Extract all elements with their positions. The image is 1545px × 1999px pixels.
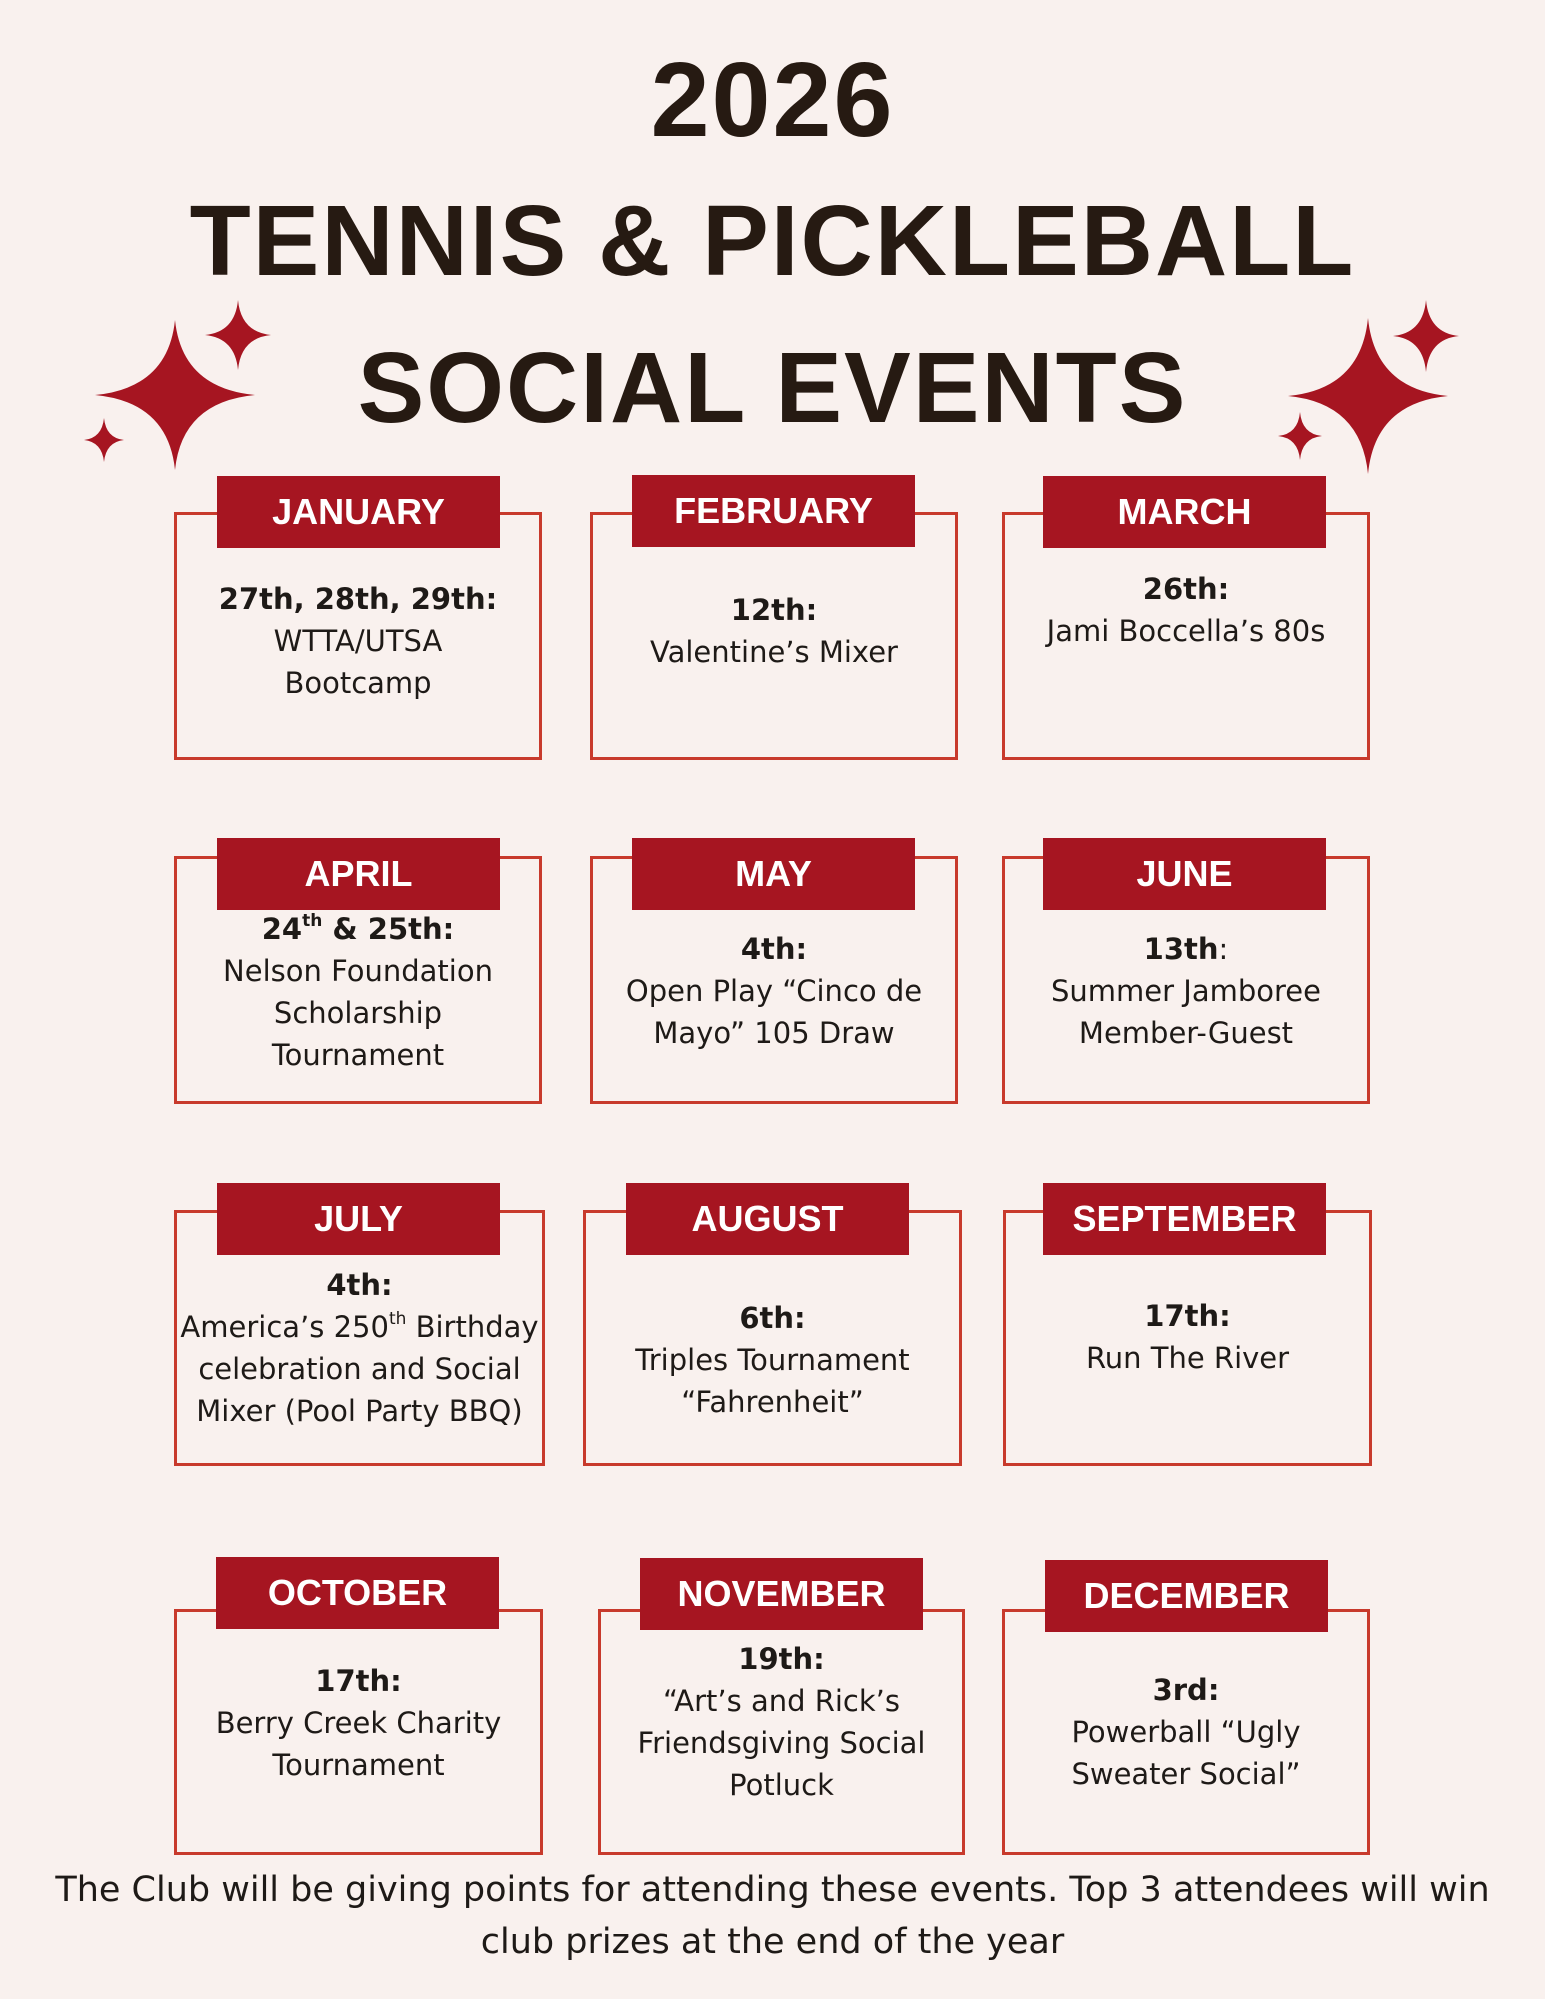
footer-note: The Club will be giving points for attending these events. Top 3 attendees will win club prizes at the end of the year bbox=[55, 1870, 1490, 1962]
event-line: Nelson Foundation bbox=[223, 954, 493, 988]
event-date: 12th: bbox=[730, 593, 818, 627]
title-line-2: TENNIS & PICKLEBALL bbox=[189, 185, 1356, 297]
month-label-may: MAY bbox=[632, 838, 915, 910]
event-july bbox=[172, 1264, 547, 1432]
date-superscript: th bbox=[302, 911, 323, 932]
event-line bbox=[172, 1306, 547, 1348]
event-line: Sweater Social” bbox=[1071, 1757, 1301, 1791]
event-march bbox=[1002, 568, 1370, 652]
date-rest: & 25th: bbox=[322, 912, 455, 946]
month-label-june: JUNE bbox=[1043, 838, 1326, 910]
event-date: 3rd: bbox=[1152, 1673, 1220, 1707]
date-number: 13th bbox=[1143, 932, 1219, 966]
event-line: Jami Boccella’s 80s bbox=[1046, 614, 1326, 648]
event-line: Valentine’s Mixer bbox=[650, 635, 898, 669]
event-september bbox=[1003, 1295, 1372, 1379]
month-label-july: JULY bbox=[217, 1183, 500, 1255]
month-label-november: NOVEMBER bbox=[640, 1558, 923, 1630]
event-line: Member-Guest bbox=[1078, 1016, 1294, 1050]
sparkle-icon bbox=[1278, 412, 1322, 460]
event-date: 17th: bbox=[1144, 1299, 1231, 1333]
event-august bbox=[583, 1297, 962, 1423]
line-text: America’s 250 bbox=[180, 1310, 389, 1344]
event-april bbox=[174, 908, 542, 1076]
month-label-january: JANUARY bbox=[217, 476, 500, 548]
event-line: Tournament bbox=[272, 1748, 445, 1782]
event-date: 19th: bbox=[738, 1642, 825, 1676]
event-line: Triples Tournament bbox=[635, 1343, 910, 1377]
month-label-april: APRIL bbox=[217, 838, 500, 910]
event-november bbox=[598, 1638, 965, 1806]
month-label-march: MARCH bbox=[1043, 476, 1326, 548]
event-december bbox=[1002, 1669, 1370, 1795]
event-line: Potluck bbox=[729, 1768, 834, 1802]
event-date bbox=[1002, 928, 1370, 970]
event-line: WTTA/UTSA bbox=[273, 624, 443, 658]
event-june bbox=[1002, 928, 1370, 1054]
date-number: 24 bbox=[261, 912, 303, 946]
event-line: celebration and Social bbox=[198, 1352, 521, 1386]
event-october bbox=[174, 1660, 543, 1786]
event-line: Scholarship bbox=[273, 996, 443, 1030]
event-line: Summer Jamboree bbox=[1051, 974, 1321, 1008]
sparkle-icon bbox=[84, 418, 124, 462]
event-date: 17th: bbox=[315, 1664, 402, 1698]
event-january bbox=[174, 578, 542, 704]
event-line: Mixer (Pool Party BBQ) bbox=[196, 1394, 523, 1428]
event-date: 26th: bbox=[1142, 572, 1230, 606]
month-label-october: OCTOBER bbox=[216, 1557, 499, 1629]
title-year: 2026 bbox=[650, 41, 895, 159]
month-label-december: DECEMBER bbox=[1045, 1560, 1328, 1632]
title-line-3: SOCIAL EVENTS bbox=[357, 332, 1188, 444]
line-superscript: th bbox=[388, 1309, 407, 1330]
event-line: Friendsgiving Social bbox=[637, 1726, 926, 1760]
event-line: Open Play “Cinco de bbox=[625, 974, 923, 1008]
event-line: “Art’s and Rick’s bbox=[662, 1684, 900, 1718]
event-date: 27th, 28th, 29th: bbox=[218, 582, 498, 616]
month-label-august: AUGUST bbox=[626, 1183, 909, 1255]
event-date bbox=[174, 908, 542, 950]
event-line: Tournament bbox=[271, 1038, 445, 1072]
event-date: 4th: bbox=[326, 1268, 393, 1302]
event-date: 4th: bbox=[740, 932, 808, 966]
date-colon: : bbox=[1218, 932, 1229, 966]
event-line: Run The River bbox=[1085, 1341, 1290, 1375]
event-may bbox=[590, 928, 958, 1054]
line-text-rest: Birthday bbox=[406, 1310, 539, 1344]
event-line: Powerball “Ugly bbox=[1071, 1715, 1301, 1749]
sparkle-icon bbox=[205, 300, 271, 370]
month-label-september: SEPTEMBER bbox=[1043, 1183, 1326, 1255]
event-line: Berry Creek Charity bbox=[215, 1706, 502, 1740]
event-date: 6th: bbox=[739, 1301, 806, 1335]
month-label-february: FEBRUARY bbox=[632, 475, 915, 547]
event-line: Mayo” 105 Draw bbox=[653, 1016, 895, 1050]
event-february bbox=[590, 589, 958, 673]
sparkle-icon bbox=[1393, 300, 1459, 372]
event-line: “Fahrenheit” bbox=[681, 1385, 864, 1419]
event-line: Bootcamp bbox=[284, 666, 432, 700]
